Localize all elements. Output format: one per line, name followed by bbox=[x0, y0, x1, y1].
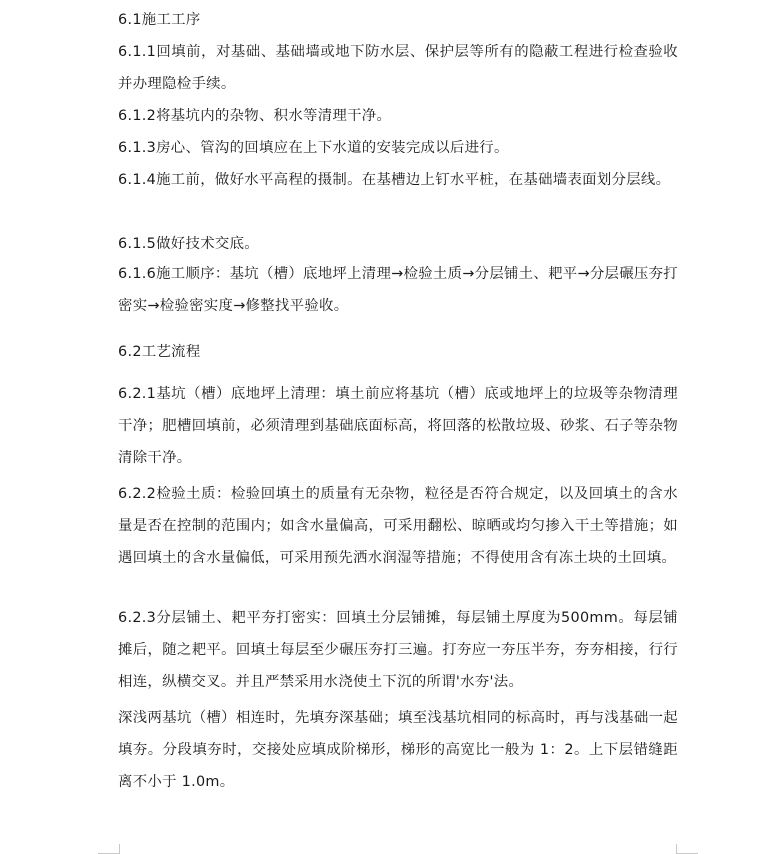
paragraph-6-1-1: 6.1.1回填前，对基础、基础墙或地下防水层、保护层等所有的隐蔽工程进行检查验收并办理隐检手续。 bbox=[118, 44, 678, 92]
page-corner-mark-right-vertical bbox=[676, 844, 677, 854]
paragraph-6-2-1: 6.2.1基坑（槽）底地坪上清理：填土前应将基坑（槽）底或地坪上的垃圾等杂物清理干净；肥槽回填前，必须清理到基础底面标高，将回落的松散垃圾、砂浆、石子等杂物清除干净。 bbox=[118, 386, 678, 466]
paragraph-6-1-4: 6.1.4施工前，做好水平高程的摄制。在基槽边上钉水平桩，在基础墙表面划分层线。 bbox=[118, 172, 671, 188]
heading-6-1: 6.1施工工序 bbox=[118, 12, 201, 28]
paragraph-6-1-6: 6.1.6施工顺序：基坑（槽）底地坪上清理→检验土质→分层铺土、耙平→分层碾压夯打密实→检验密实度→修整找平验收。 bbox=[118, 266, 678, 314]
paragraph-6-1-3: 6.1.3房心、管沟的回填应在上下水道的安装完成以后进行。 bbox=[118, 140, 509, 156]
heading-6-2: 6.2工艺流程 bbox=[118, 344, 201, 360]
paragraph-6-2-3: 6.2.3分层铺土、耙平夯打密实：回填土分层铺摊，每层铺土厚度为500mm。每层铺摊后，随之耙平。回填土每层至少碾压夯打三遍。打夯应一夯压半夯，夯夯相接，行行相连，纵横交叉。并且严禁采用水浇使土下沉的所谓'水夯'法。 bbox=[118, 610, 678, 690]
paragraph-6-2-2: 6.2.2检验土质：检验回填土的质量有无杂物，粒径是否符合规定，以及回填土的含水量是否在控制的范围内；如含水量偏高，可采用翻松、晾晒或均匀掺入干土等措施；如遇回填土的含水量偏低，可采用预先洒水润湿等措施；不得使用含有冻土块的土回填。 bbox=[118, 486, 678, 566]
paragraph-6-1-5: 6.1.5做好技术交底。 bbox=[118, 236, 259, 252]
paragraph-deep-shallow: 深浅两基坑（槽）相连时，先填夯深基础；填至浅基坑相同的标高时，再与浅基础一起填夯。分段填夯时，交接处应填成阶梯形，梯形的高宽比一般为 1：2。上下层错缝距离不小于 1.0m。 bbox=[118, 710, 678, 790]
page-corner-mark-left-vertical bbox=[119, 844, 120, 854]
paragraph-6-1-2: 6.1.2将基坑内的杂物、积水等清理干净。 bbox=[118, 108, 392, 124]
